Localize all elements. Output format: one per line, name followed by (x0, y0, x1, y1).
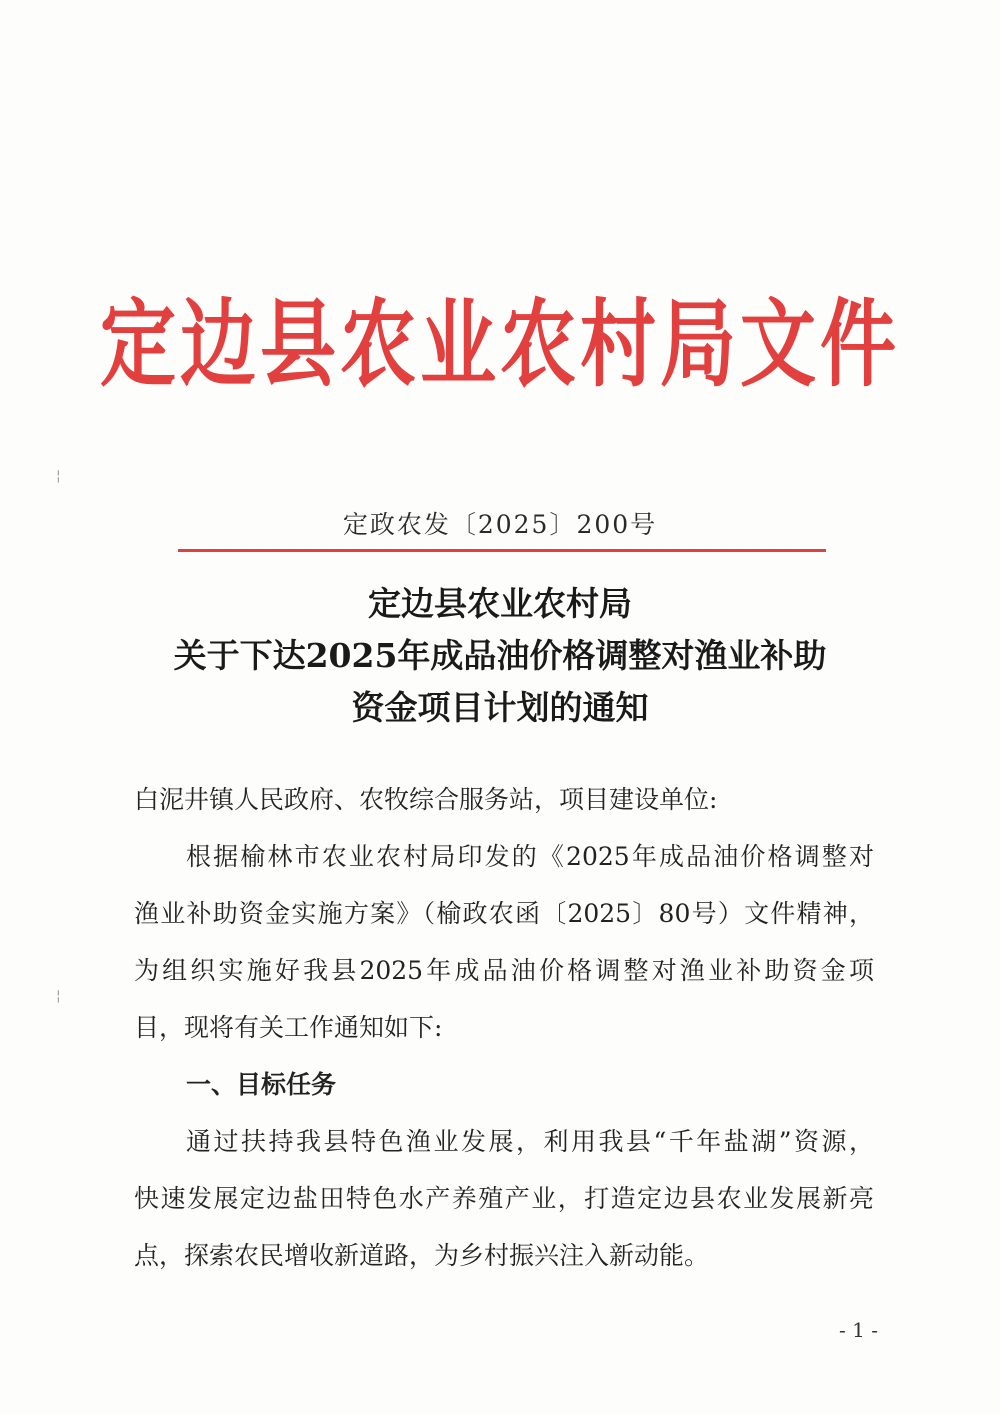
section-1-heading: 一、目标任务 (186, 1070, 337, 1099)
paragraph-1-line-3: 为组织实施好我县2025年成品油价格调整对渔业补助资金项 (134, 956, 874, 985)
page-number: - 1 - (839, 1318, 878, 1342)
scan-margin-mark: ¦ (56, 468, 61, 484)
paragraph-1-line-1: 根据榆林市农业农村局印发的《2025年成品油价格调整对 (186, 842, 874, 871)
paragraph-2-line-3: 点，探索农民增收新道路，为乡村振兴注入新动能。 (134, 1241, 710, 1270)
paragraph-1-line-4: 目，现将有关工作通知如下: (134, 1013, 443, 1042)
title-line-1: 定边县农业农村局 (368, 584, 632, 623)
title-line-3: 资金项目计划的通知 (351, 688, 649, 727)
document-title (0, 578, 1000, 734)
red-divider-line (178, 549, 826, 552)
paragraph-2-line-2: 快速发展定边盐田特色水产养殖产业，打造定边县农业发展新亮 (134, 1184, 874, 1213)
title-line-2: 关于下达2025年成品油价格调整对渔业补助 (173, 636, 827, 675)
paragraph-2-line-1: 通过扶持我县特色渔业发展，利用我县“千年盐湖”资源， (186, 1127, 874, 1156)
paragraph-1-line-2: 渔业补助资金实施方案》（榆政农函〔2025〕80号）文件精神， (134, 899, 874, 928)
scan-margin-mark: ¦ (56, 988, 61, 1004)
addressee-line: 白泥井镇人民政府、农牧综合服务站，项目建设单位: (134, 785, 718, 814)
issuer-banner: 定边县农业农村局文件 (100, 288, 900, 400)
document-number: 定政农发〔2025〕200号 (342, 510, 658, 539)
